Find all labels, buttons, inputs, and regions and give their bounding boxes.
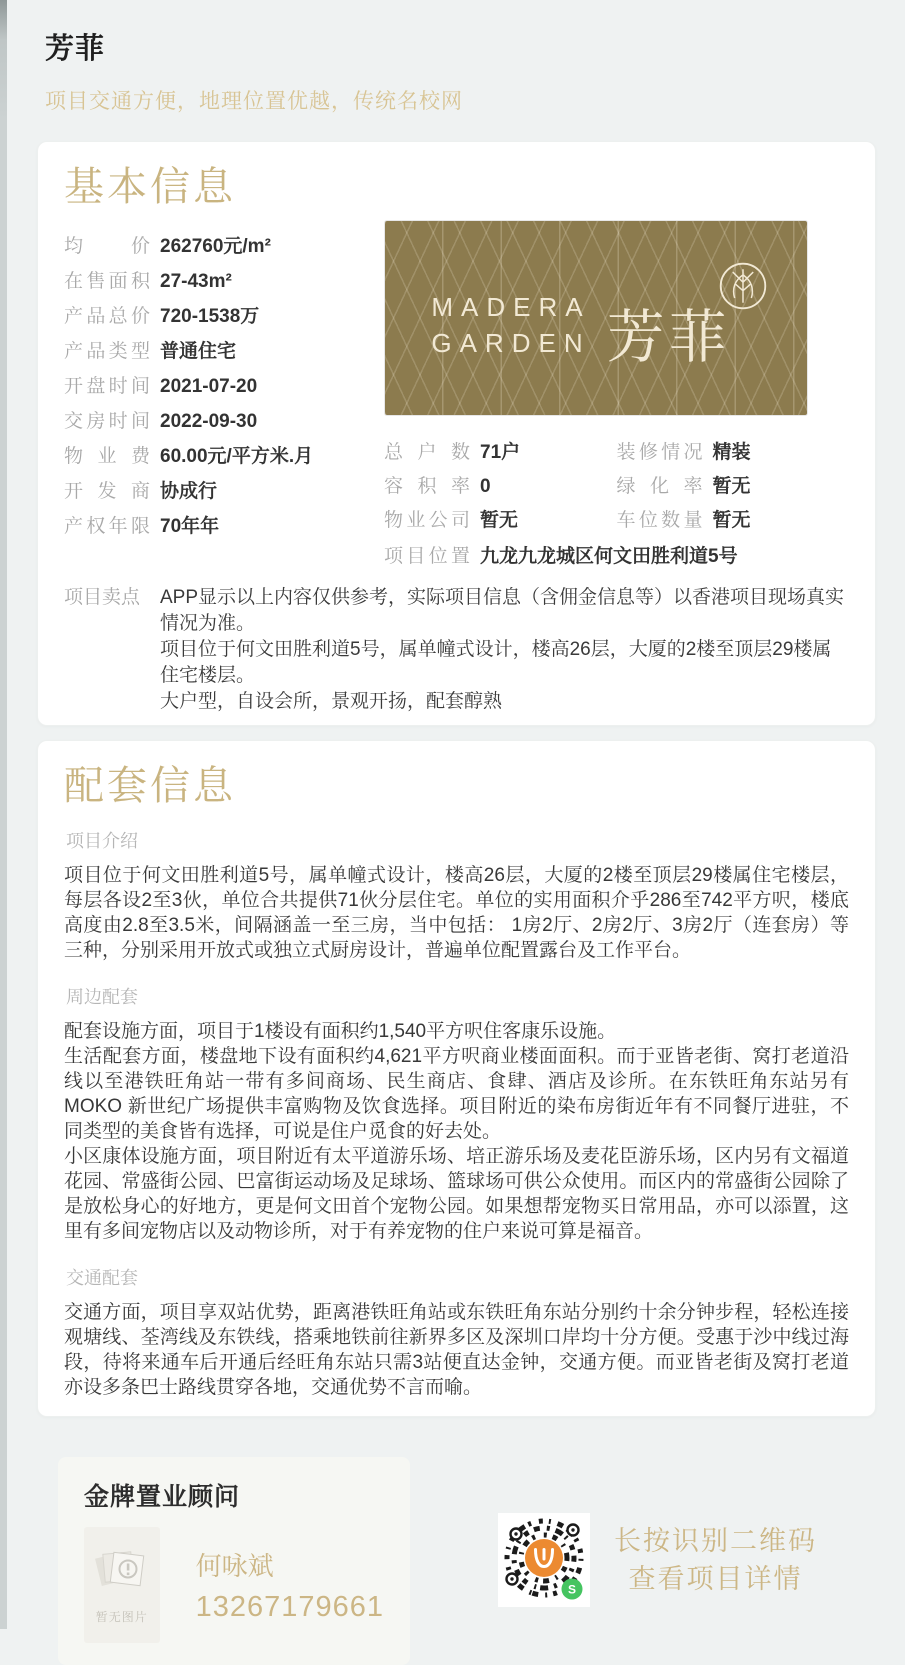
field-label: 在售面积 — [64, 271, 150, 292]
svg-text:S: S — [567, 1582, 577, 1597]
field-label: 总户数 — [384, 442, 470, 463]
section-intro-paragraphs — [64, 863, 849, 963]
brand-name-cn: 芳菲 — [606, 305, 731, 370]
field-value: 0 — [480, 476, 491, 497]
field-row-mgmt-fee — [64, 444, 384, 470]
field-value: 协成行 — [160, 481, 218, 502]
basic-info-body — [64, 210, 849, 579]
field-value: 暂无 — [480, 510, 519, 531]
selling-points-row — [64, 585, 849, 715]
agent-panel — [58, 1457, 410, 1665]
paragraph: 生活配套方面，楼盘地下设有面积约4,621平方呎商业楼面面积。而于亚皆老街、窝打老道沿线以至港铁旺角站一带有多间商场、民生商店、食肆、酒店及诊所。在东铁旺角东站另有MOKO 新世纪广场提供丰富购物及饮食选择。项目附近的染布房街近年有不同餐厅进驻，不同类型的美食皆有选择，可说是住户觅食的好去处。 — [64, 1046, 849, 1142]
brand-en-line1: MADERA — [431, 292, 591, 322]
qr-caption — [614, 1522, 817, 1598]
agent-name: 何咏斌 — [195, 1551, 274, 1581]
selling-points-label: 项目卖点 — [64, 587, 141, 608]
field-value: 暂无 — [712, 510, 751, 531]
field-label: 交房时间 — [64, 411, 150, 432]
basic-info-right — [384, 210, 849, 579]
basic-info-right-fields — [384, 440, 849, 542]
field-row-parking — [617, 508, 850, 534]
field-label: 开盘时间 — [64, 376, 150, 397]
field-row-tenure — [64, 514, 384, 540]
qr-block — [498, 1513, 817, 1607]
selling-point-line: APP显示以上内容仅供参考，实际项目信息（含佣金信息等）以香港项目现场真实情况为准。 — [160, 587, 845, 634]
paragraph: 项目位于何文田胜利道5号，属单幢式设计，楼高26层，大厦的2楼至顶层29楼属住宅楼层，每层各设2至3伙，单位合共提供71伙分层住宅。单位的实用面积介乎286至742平方呎，楼底高度由2.8至3.5米，间隔涵盖一至三房，当中包括： 1房2厅、2房2厅、3房2厅（连套房）等三种，分别采用开放式或独立式厨房设计，普遍单位配置露台及工作平台。 — [64, 865, 849, 961]
field-row-greening-rate — [617, 474, 850, 500]
agent-phone[interactable]: 13267179661 — [195, 1591, 384, 1623]
field-row-total-price — [64, 304, 384, 330]
qr-caption-line2: 查看项目详情 — [628, 1564, 803, 1594]
field-row-open-date — [64, 374, 384, 400]
project-location-value: 九龙九龙城区何文田胜利道5号 — [480, 546, 738, 567]
no-image-label: 暂无图片 — [95, 1610, 148, 1624]
section-label-transport: 交通配套 — [66, 1268, 138, 1288]
paragraph: 配套设施方面，项目于1楼设有面积约1,540平方呎住客康乐设施。 — [64, 1021, 617, 1042]
field-value: 60.00元/平方米.月 — [160, 446, 314, 467]
field-label: 产权年限 — [64, 516, 150, 537]
field-label: 容积率 — [384, 476, 470, 497]
field-label: 物业公司 — [384, 510, 470, 531]
field-value: 精装 — [712, 442, 751, 463]
amenities-card — [37, 740, 876, 1417]
field-value: 普通住宅 — [160, 341, 237, 362]
field-row-product-type — [64, 339, 384, 365]
field-label: 开发商 — [64, 481, 150, 502]
field-value: 暂无 — [712, 476, 751, 497]
paragraph: 小区康体设施方面，项目附近有太平道游乐场、培正游乐场及麦花臣游乐场，区内另有文福道花园、常盛街公园、巴富街运动场及足球场、篮球场可供公众使用。而区内的常盛街公园除了是放松身心的好地方，更是何文田首个宠物公园。如果想帮宠物买日常用品，亦可以添置，这里有多间宠物店以及动物诊所，对于有养宠物的住户来说可算是福音。 — [64, 1146, 849, 1242]
field-row-total-units — [384, 440, 617, 466]
field-row-developer — [64, 479, 384, 505]
field-row-plot-ratio — [384, 474, 617, 500]
field-row-area — [64, 269, 384, 295]
field-row-avg-price — [64, 234, 384, 260]
leaf-circle-logo-icon — [717, 260, 769, 317]
qr-caption-line1: 长按识别二维码 — [614, 1526, 817, 1556]
field-value: 2022-09-30 — [160, 411, 258, 432]
field-row-delivery-date — [64, 409, 384, 435]
brand-name-cn-wrap — [607, 282, 761, 368]
field-label: 装修情况 — [616, 442, 703, 463]
agent-section — [37, 1457, 876, 1665]
amenities-heading: 配套信息 — [64, 764, 236, 808]
project-tagline: 项目交通方便，地理位置优越，传统名校网 — [45, 90, 463, 113]
basic-info-card — [37, 141, 876, 726]
selling-point-line: 大户型，自设会所，景观开扬，配套醇熟 — [160, 691, 503, 712]
field-value: 262760元/m² — [160, 236, 271, 257]
section-surroundings-paragraphs — [64, 1019, 849, 1244]
field-label: 物业费 — [64, 446, 150, 467]
basic-info-heading: 基本信息 — [64, 165, 236, 209]
selling-points-text — [160, 585, 849, 715]
field-value: 27-43m² — [160, 271, 232, 292]
field-value: 71户 — [480, 442, 521, 463]
field-label: 项目位置 — [384, 546, 470, 567]
field-label: 绿化率 — [616, 476, 703, 497]
no-image-icon — [90, 1545, 154, 1604]
project-brand-image — [384, 220, 808, 416]
field-label: 均价 — [64, 236, 150, 257]
field-label: 产品总价 — [64, 306, 150, 327]
field-row-location — [384, 544, 849, 570]
paragraph: 交通方面，项目享双站优势，距离港铁旺角站或东铁旺角东站分别约十余分钟步程，轻松连接观塘线、荃湾线及东铁线，搭乘地铁前往新界多区及深圳口岸均十分方便。受惠于沙中线过海段，待将来通车后开通后经旺角东站只需3站便直达金钟，交通方便。而亚皆老街及窝打老道亦设多条巴士路线贯穿各地，交通优势不言而喻。 — [64, 1302, 849, 1398]
section-transport-paragraphs — [64, 1300, 849, 1400]
page-header — [37, 0, 876, 115]
project-title: 芳菲 — [45, 33, 106, 65]
brand-en-line2: GARDEN — [431, 328, 591, 358]
basic-info-left-fields — [64, 210, 384, 579]
field-label: 产品类型 — [64, 341, 150, 362]
field-row-mgmt-company — [384, 508, 617, 534]
selling-point-line: 项目位于何文田胜利道5号，属单幢式设计，楼高26层，大厦的2楼至顶层29楼属住宅楼层。 — [160, 639, 832, 686]
brand-name-en — [431, 289, 590, 361]
agent-body — [84, 1527, 384, 1643]
agent-photo-placeholder — [84, 1527, 160, 1643]
section-label-surroundings: 周边配套 — [66, 987, 138, 1007]
field-value: 70年年 — [160, 516, 220, 537]
field-value: 2021-07-20 — [160, 376, 258, 397]
mini-program-qr-code[interactable] — [498, 1513, 590, 1607]
window-left-edge — [0, 0, 7, 1629]
field-label: 车位数量 — [616, 510, 703, 531]
agent-contact — [196, 1546, 384, 1624]
field-row-decoration — [617, 440, 850, 466]
section-label-intro: 项目介绍 — [66, 831, 138, 851]
agent-section-heading: 金牌置业顾问 — [84, 1483, 241, 1511]
field-value: 720-1538万 — [160, 306, 260, 327]
brand-lockup — [431, 282, 760, 368]
